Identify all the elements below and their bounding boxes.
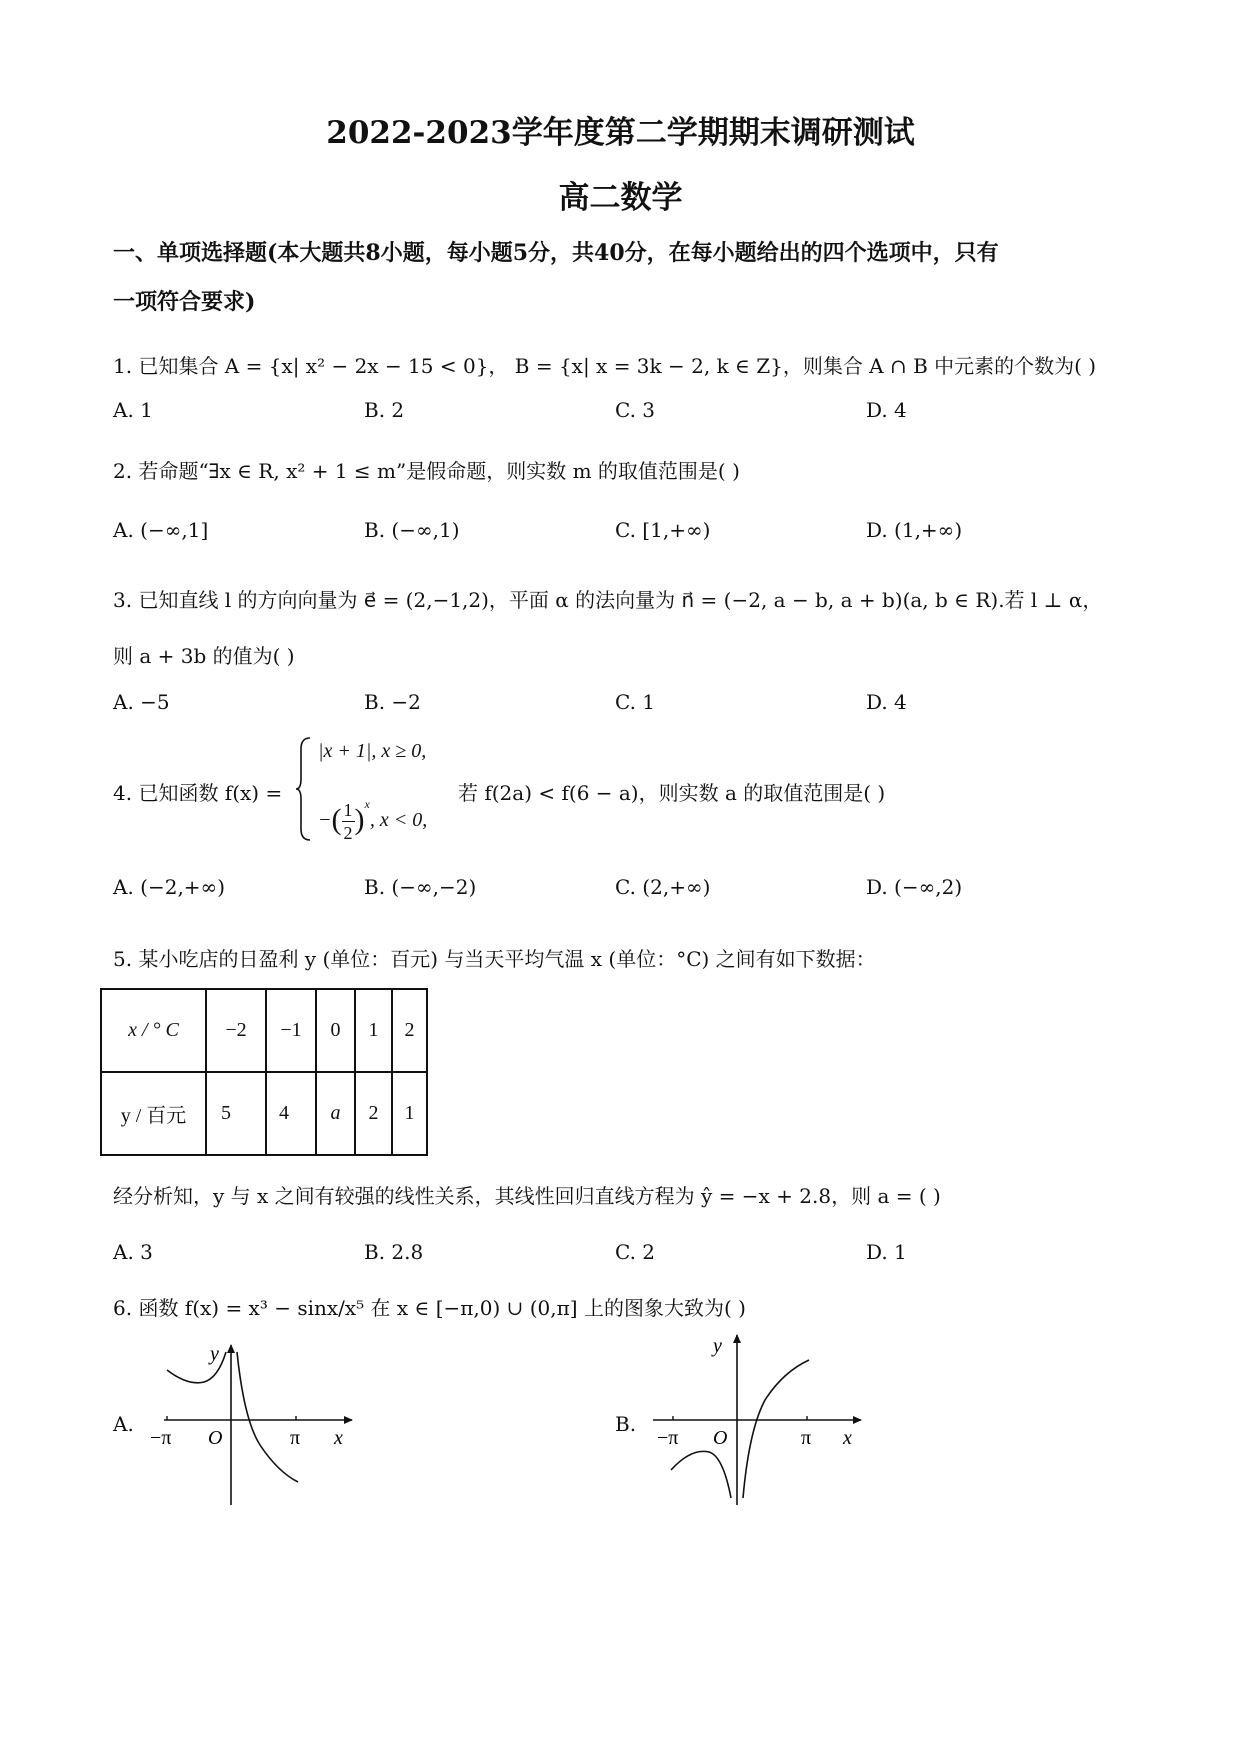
piecewise-case-1: |x + 1|, x ≥ 0, [318, 740, 427, 762]
table-cell: −1 [266, 989, 316, 1072]
graph-b-option-label: B. [615, 1412, 637, 1436]
pi-label: π [290, 1427, 301, 1449]
graph-a [140, 1340, 370, 1515]
q2-option-c: C. [1,+∞) [615, 518, 711, 542]
question-6-stem: 6. 函数 f(x) = x³ − sinx/x⁵ 在 x ∈ [−π,0) ∪ (0,π] 上的图象大致为( ) [113, 1296, 746, 1320]
q5-option-a: A. 3 [113, 1240, 153, 1264]
x-label: x [843, 1427, 852, 1449]
exam-subtitle: 高二数学 [558, 180, 683, 216]
q5-option-d: D. 1 [866, 1240, 907, 1264]
table-cell: a [316, 1072, 355, 1155]
table-cell: 5 [206, 1072, 266, 1155]
q3-option-c: C. 1 [615, 690, 656, 714]
section-heading: 一、单项选择题(本大题共8小题，每小题5分，共40分，在每小题给出的四个选项中，只有 [113, 240, 999, 266]
y-label: y [713, 1335, 722, 1357]
origin-label: O [208, 1427, 223, 1449]
piecewise-case-2: −( $\frac{1}{2}$ )$^x$, x < 0, [318, 797, 428, 843]
question-3-stem-cont: 则 a + 3b 的值为( ) [113, 644, 295, 668]
neg-pi-label: −π [657, 1427, 679, 1449]
q1-option-c: C. 3 [615, 398, 656, 422]
question-2-stem: 2. 若命题“∃x ∈ R, x² + 1 ≤ m”是假命题，则实数 m 的取值范围是( ) [113, 459, 740, 483]
piecewise-brace-icon [294, 735, 314, 843]
table-cell: −2 [206, 989, 266, 1072]
table-row [101, 989, 427, 1072]
table-cell: 2 [355, 1072, 392, 1155]
q1-option-b: B. 2 [364, 398, 405, 422]
question-4-stem-cont: 若 f(2a) < f(6 − a)，则实数 a 的取值范围是( ) [458, 781, 886, 805]
piece2-numerator: 1 [343, 799, 353, 820]
table-cell: 4 [266, 1072, 316, 1155]
table-cell: 0 [316, 989, 355, 1072]
origin-label: O [713, 1427, 728, 1449]
question-5-stem: 5. 某小吃店的日盈利 y (单位：百元) 与当天平均气温 x (单位：°C) 之间有如下数据： [113, 947, 876, 971]
piece2-minus: − [318, 809, 332, 831]
question-1-stem: 1. 已知集合 A = {x| x² − 2x − 15 < 0}， B = {x| x = 3k − 2, k ∈ Z}，则集合 A ∩ B 中元素的个数为( ) [113, 354, 1097, 378]
table-cell: x / ° C [101, 989, 206, 1072]
q5-option-b: B. 2.8 [364, 1240, 424, 1264]
q1-option-d: D. 4 [866, 398, 907, 422]
table-row [101, 1072, 427, 1155]
curve-left [671, 1451, 731, 1498]
q2-option-b: B. (−∞,1) [364, 518, 460, 542]
q3-option-b: B. −2 [364, 690, 421, 714]
piece2-exponent: x [364, 797, 370, 811]
q4-option-a: A. (−2,+∞) [113, 875, 226, 899]
y-label: y [210, 1343, 219, 1365]
x-label: x [334, 1427, 343, 1449]
exam-title: 2022-2023学年度第二学期期末调研测试 [326, 115, 915, 151]
table-cell: 1 [355, 989, 392, 1072]
question-5-followup: 经分析知，y 与 x 之间有较强的线性关系，其线性回归直线方程为 ŷ = −x + 2.8，则 a = ( ) [113, 1184, 941, 1208]
table-cell: y / 百元 [101, 1072, 206, 1155]
graph-b [645, 1330, 875, 1515]
curve-right [237, 1352, 301, 1482]
q4-option-c: C. (2,+∞) [615, 875, 711, 899]
q3-option-a: A. −5 [113, 690, 170, 714]
table-cell: 1 [392, 1072, 427, 1155]
piece2-condition: , x < 0, [369, 809, 428, 831]
pi-label: π [801, 1427, 812, 1449]
q4-option-b: B. (−∞,−2) [364, 875, 477, 899]
q2-option-d: D. (1,+∞) [866, 518, 963, 542]
data-table [100, 988, 428, 1156]
table-cell: 2 [392, 989, 427, 1072]
q1-option-a: A. 1 [113, 398, 153, 422]
piece2-denominator: 2 [343, 822, 353, 843]
section-heading-cont: 一项符合要求) [113, 289, 256, 315]
neg-pi-label: −π [150, 1427, 172, 1449]
q3-option-d: D. 4 [866, 690, 907, 714]
question-4-stem: 4. 已知函数 f(x) = [113, 781, 283, 805]
curve-right [743, 1360, 812, 1498]
q5-option-c: C. 2 [615, 1240, 656, 1264]
q2-option-a: A. (−∞,1] [113, 518, 209, 542]
graph-a-option-label: A. [113, 1412, 134, 1436]
q4-option-d: D. (−∞,2) [866, 875, 963, 899]
question-3-stem: 3. 已知直线 l 的方向向量为 e⃗ = (2,−1,2)，平面 α 的法向量为 n⃗ = (−2, a − b, a + b)(a, b ∈ R).若 l ⊥ α， [113, 588, 1103, 612]
